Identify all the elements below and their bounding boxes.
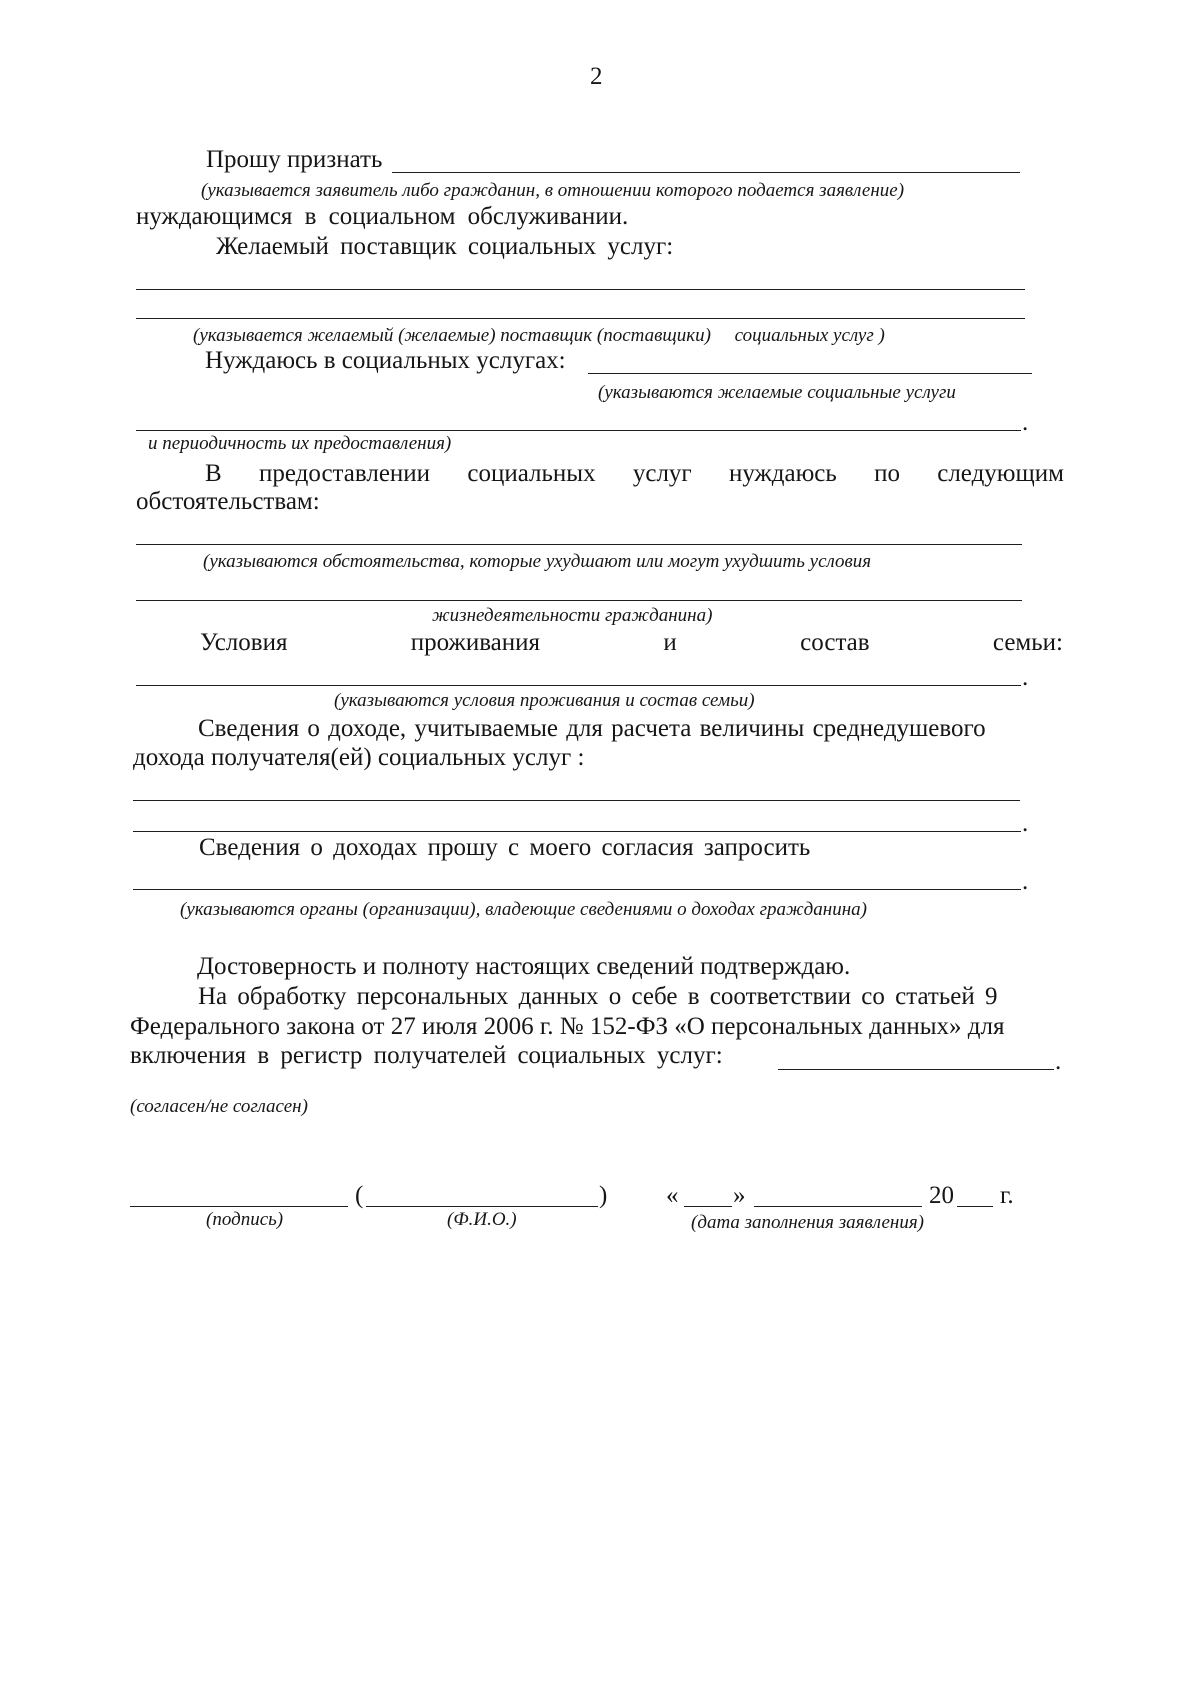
provider-lead: Желаемый поставщик социальных услуг: [216, 233, 674, 260]
income-line-1: Сведения о доходе, учитываемые для расчета величины среднедушевого [198, 715, 986, 742]
signature-field[interactable] [130, 1206, 348, 1207]
recognize-note: (указывается заявитель либо гражданин, в отношении которого подается заявление) [201, 180, 905, 201]
services-note-1: (указываются желаемые социальные услуги [598, 382, 956, 403]
circumstances-word: следующим [937, 460, 1064, 487]
page-number: 2 [590, 63, 603, 90]
recognize-field[interactable] [392, 172, 1020, 173]
living-line [200, 628, 1063, 658]
name-close-paren: ) [599, 1182, 608, 1209]
circumstances-word: социальных [467, 460, 596, 487]
circumstances-word: услуг [632, 460, 692, 487]
recognize-tail: нуждающимся в социальном обслуживании. [136, 203, 629, 230]
income-field-2[interactable] [133, 831, 1021, 832]
circumstances-note-1: (указываются обстоятельства, которые ухудшают или могут ухудшить условия [203, 551, 872, 572]
name-label: (Ф.И.О.) [447, 1209, 517, 1230]
circumstances-word: предоставлении [258, 460, 431, 487]
circumstances-line [205, 459, 1064, 489]
signature-label: (подпись) [206, 1209, 284, 1230]
provider-field-2[interactable] [136, 318, 1025, 319]
living-word: проживания [410, 629, 541, 656]
confirm-text: Достоверность и полноту настоящих сведений подтверждаю. [197, 953, 851, 980]
living-field[interactable] [136, 685, 1021, 686]
income-organs-period: . [1022, 868, 1029, 895]
circumstances-tail: обстоятельствам: [136, 488, 320, 515]
consent-period: . [1055, 1048, 1062, 1075]
recognize-lead: Прошу признать [206, 146, 383, 173]
circumstances-word: по [874, 460, 900, 487]
income-field-1[interactable] [133, 800, 1020, 801]
income-request: Сведения о доходах прошу с моего согласия запросить [199, 834, 811, 861]
living-word: состав [800, 629, 870, 656]
consent-line-2: Федерального закона от 27 июля 2006 г. № 152-ФЗ «О персональных данных» для [130, 1013, 1005, 1040]
services-period: . [1022, 409, 1029, 436]
living-word: и [663, 629, 677, 656]
income-organs-field[interactable] [133, 889, 1021, 890]
date-year-suffix: г. [1000, 1182, 1014, 1209]
circumstances-field-2[interactable] [136, 600, 1022, 601]
date-quote-open: « [666, 1182, 679, 1209]
living-note: (указываются условия проживания и состав семьи) [334, 690, 755, 711]
living-word: Условия [200, 629, 288, 656]
services-field-2[interactable] [136, 430, 1021, 431]
consent-note: (согласен/не согласен) [130, 1096, 308, 1117]
circumstances-note-2: жизнедеятельности гражданина) [432, 605, 713, 626]
living-period: . [1022, 664, 1029, 691]
circumstances-word: нуждаюсь [728, 460, 837, 487]
date-label: (дата заполнения заявления) [691, 1212, 925, 1233]
name-field[interactable] [366, 1206, 598, 1207]
services-field-1[interactable] [588, 373, 1032, 374]
services-note-2: и периодичность их предоставления) [148, 433, 452, 454]
circumstances-word: В [205, 460, 222, 487]
date-year-prefix: 20 [929, 1182, 954, 1209]
income-note: (указываются органы (организации), владеющие сведениями о доходах гражданина) [180, 899, 867, 920]
services-lead: Нуждаюсь в социальных услугах: [205, 347, 566, 374]
date-quote-close: » [733, 1182, 746, 1209]
income-line-2: дохода получателя(ей) социальных услуг : [133, 744, 585, 771]
consent-line-1: На обработку персональных данных о себе в соответствии со статьей 9 [198, 983, 998, 1010]
circumstances-field-1[interactable] [136, 544, 1022, 545]
living-word: семьи: [992, 629, 1063, 656]
consent-line-3: включения в регистр получателей социальных услуг: [130, 1042, 723, 1069]
consent-field[interactable] [778, 1069, 1054, 1070]
income-period: . [1022, 810, 1029, 837]
provider-field-1[interactable] [136, 289, 1025, 290]
date-month-field[interactable] [754, 1206, 922, 1207]
name-open-paren: ( [355, 1182, 364, 1209]
date-day-field[interactable] [684, 1206, 732, 1207]
date-year-field[interactable] [957, 1206, 993, 1207]
provider-note: (указывается желаемый (желаемые) поставщик (поставщики) социальных услуг ) [193, 325, 885, 346]
